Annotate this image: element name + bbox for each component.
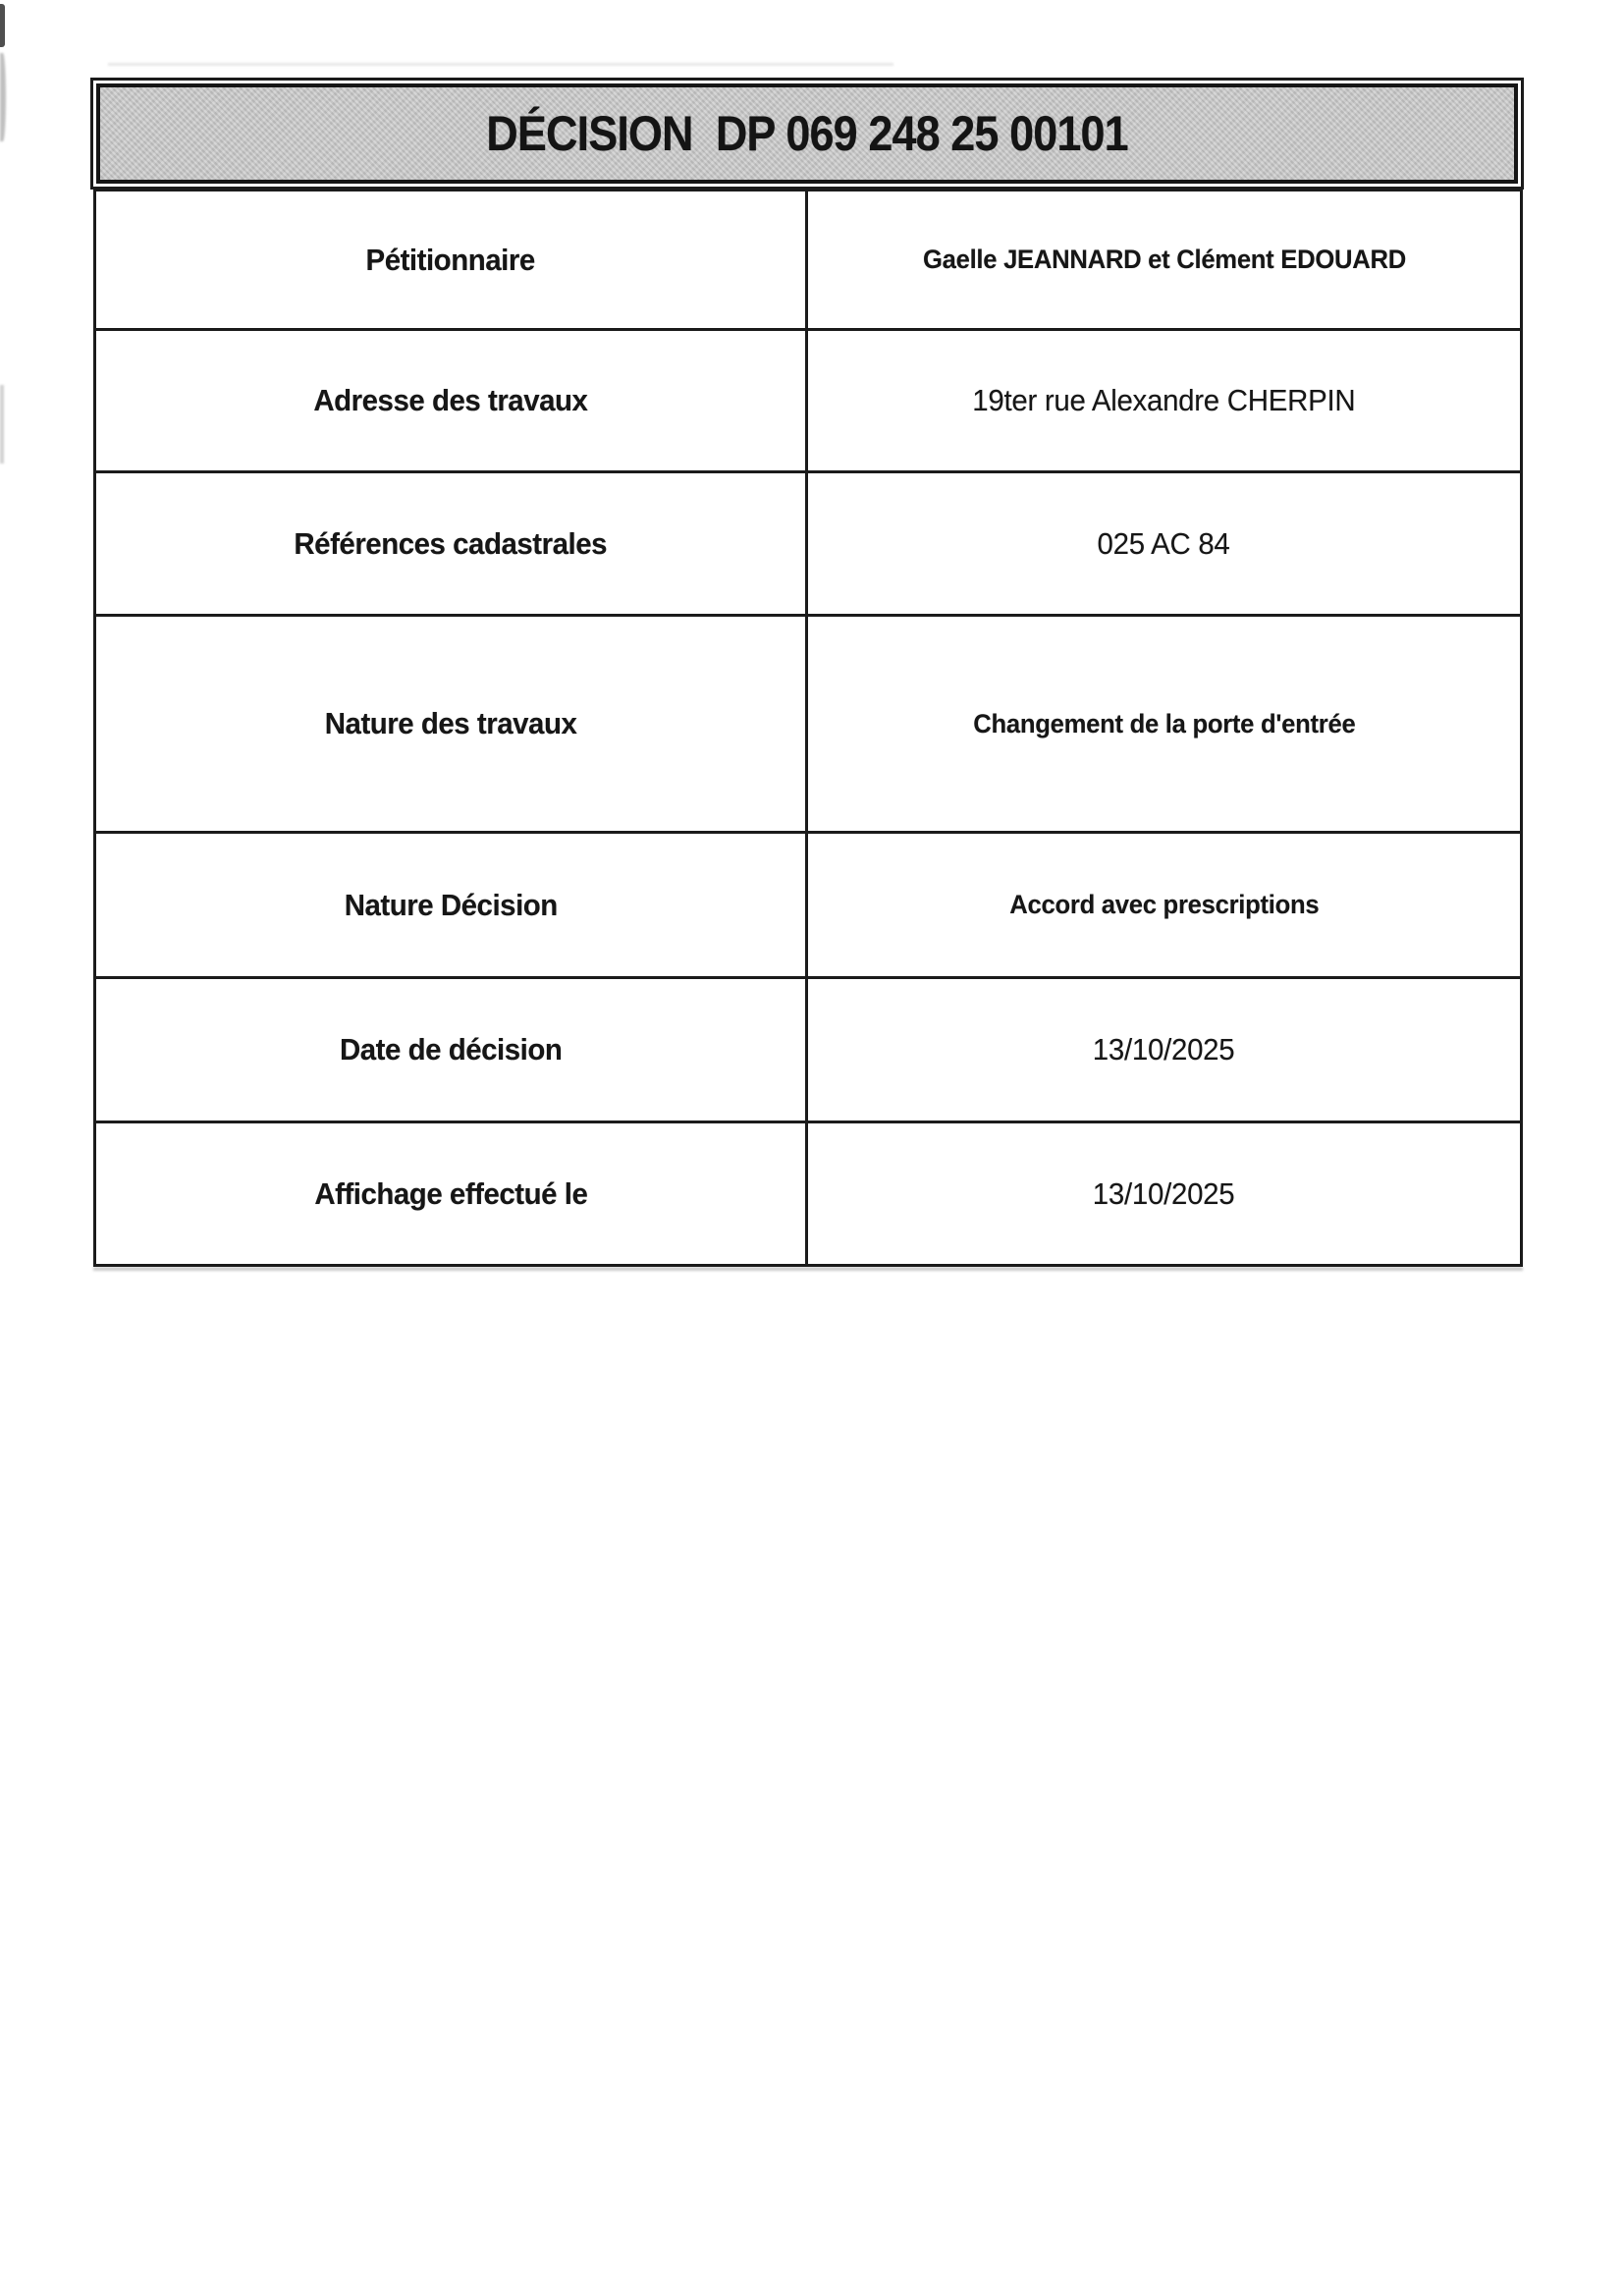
decision-header-fill [96, 83, 1518, 184]
row-label: Date de décision [96, 979, 808, 1121]
row-label: Références cadastrales [96, 473, 808, 614]
row-label: Nature des travaux [96, 617, 808, 831]
scan-edge-artifact [0, 53, 6, 141]
decision-header-banner [90, 78, 1524, 190]
row-value: Accord avec prescriptions [1008, 890, 1320, 919]
row-label: Nature Décision [96, 834, 808, 976]
table-row-nature-travaux [96, 617, 1520, 834]
row-value: 025 AC 84 [1098, 525, 1230, 561]
table-row-nature-decision [96, 834, 1520, 979]
row-value: 13/10/2025 [1093, 1175, 1235, 1211]
table-row-petitionnaire [96, 191, 1520, 331]
row-label: Adresse des travaux [96, 331, 808, 470]
scan-edge-artifact [0, 385, 4, 464]
row-label: Affichage effectué le [96, 1123, 808, 1264]
row-value: 13/10/2025 [1093, 1032, 1235, 1066]
scan-streak-artifact [108, 63, 893, 66]
row-value: Gaelle JEANNARD et Clément EDOUARD [922, 245, 1406, 274]
table-row-affichage-effectue [96, 1123, 1520, 1264]
decision-table [93, 189, 1523, 1267]
row-value: 19ter rue Alexandre CHERPIN [972, 383, 1356, 417]
row-label: Pétitionnaire [96, 191, 808, 328]
table-row-references-cadastrales [96, 473, 1520, 617]
scan-streak-artifact [93, 1267, 1523, 1271]
table-row-date-decision [96, 979, 1520, 1123]
scan-edge-artifact [0, 4, 5, 47]
decision-title: DÉCISION DP 069 248 25 00101 [486, 106, 1128, 161]
row-value: Changement de la porte d'entrée [972, 708, 1356, 738]
table-row-adresse-travaux [96, 331, 1520, 473]
